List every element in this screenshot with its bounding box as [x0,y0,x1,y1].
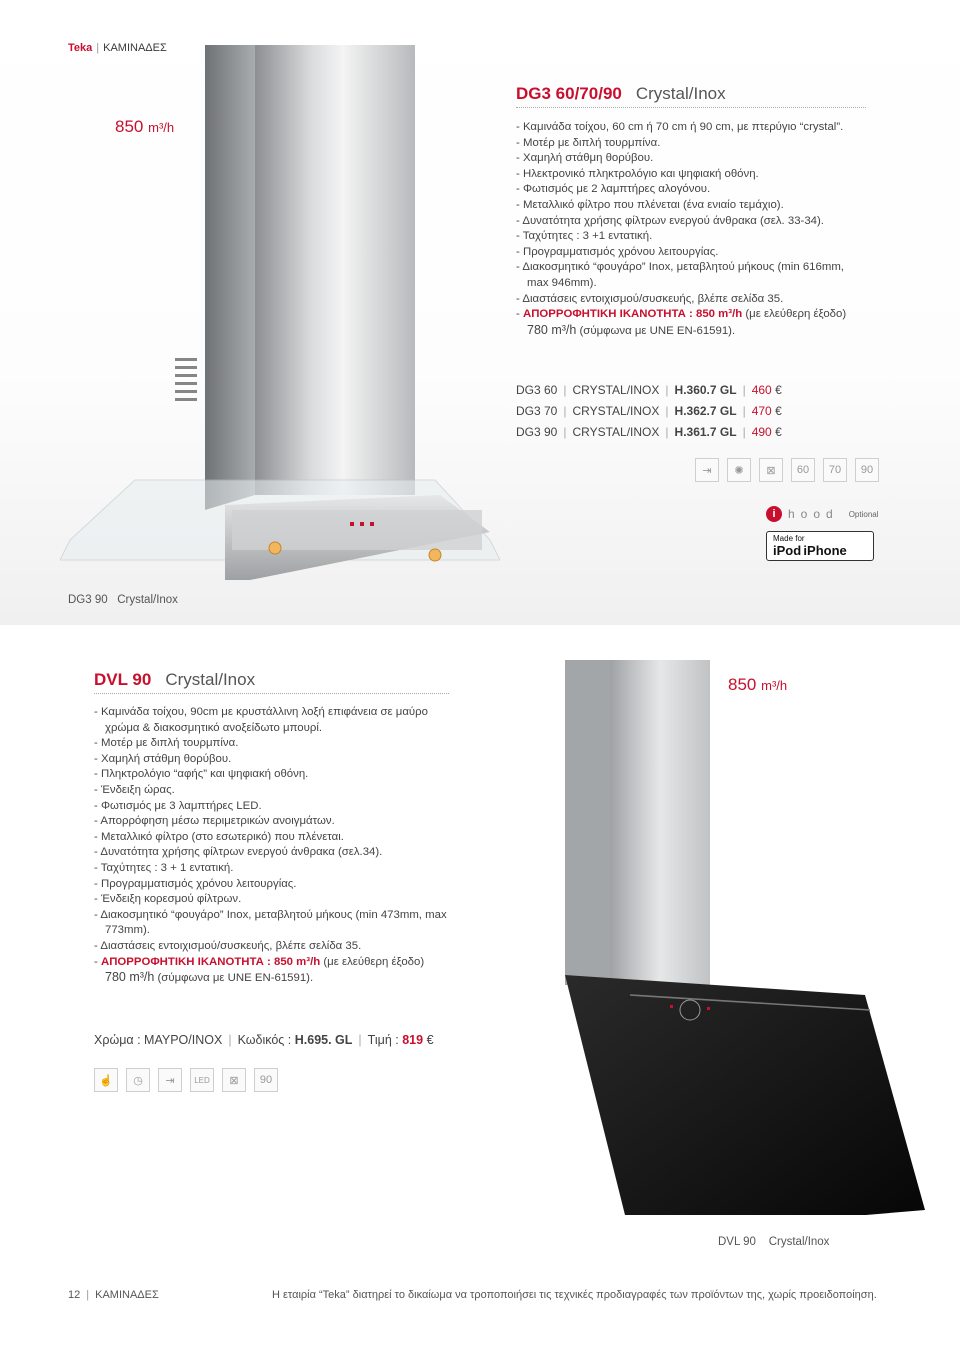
flow-rate-dvl: 850 m³/h [728,675,788,694]
page-footer-left: 12 | ΚΑΜΙΝΑΔΕΣ [68,1289,159,1301]
feature-item: - Φωτισμός με 3 λαμπτήρες LED. [94,799,454,815]
capacity-item: - ΑΠΟΡΡΟΦΗΤΙΚΗ ΙΚΑΝΟΤΗΤΑ : 850 m³/h (με ελεύθερη έξοδο) 780 m³/h (σύμφωνα με UNE EN-61591). [516,307,866,339]
ipod-label: iPod [773,543,802,558]
feature-item: - Φωτισμός με 2 λαμπτήρες αλογόνου. [516,182,866,198]
feature-item: - Καμινάδα τοίχου, 60 cm ή 70 cm ή 90 cm, με πτερύγιο “crystal”. [516,120,866,136]
ihood-logo [766,506,879,522]
footer-section: ΚΑΜΙΝΑΔΕΣ [95,1289,159,1301]
brand-name: Teka [68,42,93,54]
feature-item: - Χαμηλή στάθμη θορύβου. [516,151,866,167]
feature-item: - Προγραμματισμός χρόνου λειτουργίας. [516,245,866,261]
dvl-finish: Crystal/Inox [165,670,256,689]
ihood-optional: Optional [848,509,879,519]
made-for-ipod-badge: Made for iPod iPhone [766,531,874,561]
dg3-feature-list [516,120,866,339]
dvl-price-row: Χρώμα : ΜΑΥΡΟ/INOX | Κωδικός : H.695. GL | Τιμή : 819 € [94,1033,434,1047]
variant-row: DG3 60 | CRYSTAL/INOX | H.360.7 GL | 460 € [516,383,782,397]
feature-item: - Χαμηλή στάθμη θορύβου. [94,752,454,768]
dvl-hood-image [535,655,930,1215]
flow-rate-dg3: 850 m³/h [115,117,175,136]
dvl-model: DVL 90 [94,670,152,689]
light-icon: ✺ [727,458,751,482]
feature-item: - Καμινάδα τοίχου, 90cm με κρυστάλλινη λοξή επιφάνεια σε μαύρο χρώμα & διακοσμητικό ανοξείδωτο μπουρί. [94,705,454,736]
size-badge: 90 [855,458,879,482]
dg3-variant-list [516,380,782,443]
feature-item: - Πληκτρολόγιο “αφής” και ψηφιακή οθόνη. [94,767,454,783]
capacity-item: - ΑΠΟΡΡΟΦΗΤΙΚΗ ΙΚΑΝΟΤΗΤΑ : 850 m³/h (με ελεύθερη έξοδο) 780 m³/h (σύμφωνα με UNE EN-61591). [94,955,454,987]
dg3-hood-image [60,40,500,580]
speed-boost-icon: ⇥ [158,1068,182,1092]
dg3-icon-row [695,458,879,482]
iphone-label: iPhone [803,543,847,558]
touch-control-icon: ☝ [94,1068,118,1092]
dvl-title [94,670,449,694]
size-badge: 60 [791,458,815,482]
feature-item: - Δυνατότητα χρήσης φίλτρων ενεργού άνθρακα (σελ.34). [94,845,454,861]
feature-item: - Προγραμματισμός χρόνου λειτουργίας. [94,877,454,893]
dvl-icon-row [94,1068,278,1092]
feature-item: - Ταχύτητες : 3 + 1 εντατική. [94,861,454,877]
page-number: 12 [68,1289,81,1301]
speed-boost-icon: ⇥ [695,458,719,482]
no-filter-icon: ⊠ [759,458,783,482]
feature-item: - Ένδειξη ώρας. [94,783,454,799]
led-icon: LED [190,1068,214,1092]
clock-icon: ◷ [126,1068,150,1092]
feature-item: - Διαστάσεις εντοιχισμού/συσκευής, βλέπε σελίδα 35. [516,292,866,308]
ihood-i-icon: i [766,506,782,522]
ihood-text: hood [788,507,839,521]
product-section-dg3 [0,0,960,625]
feature-item: - Διακοσμητικό “φουγάρο” Inox, μεταβλητού μήκους (min 616mm, max 946mm). [516,260,866,291]
page-header: Teka | ΚΑΜΙΝΑΔΕΣ [68,42,167,54]
feature-item: - Απορρόφηση μέσω περιμετρικών ανοιγμάτων. [94,814,454,830]
size-badge: 70 [823,458,847,482]
feature-item: - Διακοσμητικό “φουγάρο” Inox, μεταβλητού μήκους (min 473mm, max 773mm). [94,908,454,939]
feature-item: - Μεταλλικό φίλτρο που πλένεται (ένα ενιαίο τεμάχιο). [516,198,866,214]
dg3-title [516,84,866,108]
dg3-caption: DG3 90 Crystal/Inox [68,594,178,606]
dg3-finish: Crystal/Inox [635,84,726,103]
product-section-dvl [0,625,960,1349]
section-name: ΚΑΜΙΝΑΔΕΣ [103,42,167,54]
feature-item: - Διαστάσεις εντοιχισμού/συσκευής, βλέπε σελίδα 35. [94,939,454,955]
dvl-caption: DVL 90 Crystal/Inox [718,1236,830,1248]
feature-item: - Μεταλλικό φίλτρο (στο εσωτερικό) που πλένεται. [94,830,454,846]
dg3-model: DG3 60/70/90 [516,84,622,103]
feature-item: - Ταχύτητες : 3 +1 εντατική. [516,229,866,245]
variant-row: DG3 70 | CRYSTAL/INOX | H.362.7 GL | 470 € [516,404,782,418]
feature-item: - Δυνατότητα χρήσης φίλτρων ενεργού άνθρακα (σελ. 33-34). [516,214,866,230]
dvl-feature-list [94,705,454,987]
no-filter-icon: ⊠ [222,1068,246,1092]
variant-row: DG3 90 | CRYSTAL/INOX | H.361.7 GL | 490 € [516,425,782,439]
footer-disclaimer: Η εταιρία “Teka” διατηρεί το δικαίωμα να τροποποιήσει τις τεχνικές προδιαγραφές των προϊόντων της, χωρίς προειδοποίηση. [272,1289,877,1301]
size-badge: 90 [254,1068,278,1092]
feature-item: - Μοτέρ με διπλή τουρμπίνα. [94,736,454,752]
feature-item: - Ένδειξη κορεσμού φίλτρων. [94,892,454,908]
feature-item: - Μοτέρ με διπλή τουρμπίνα. [516,136,866,152]
feature-item: - Ηλεκτρονικό πληκτρολόγιο και ψηφιακή οθόνη. [516,167,866,183]
